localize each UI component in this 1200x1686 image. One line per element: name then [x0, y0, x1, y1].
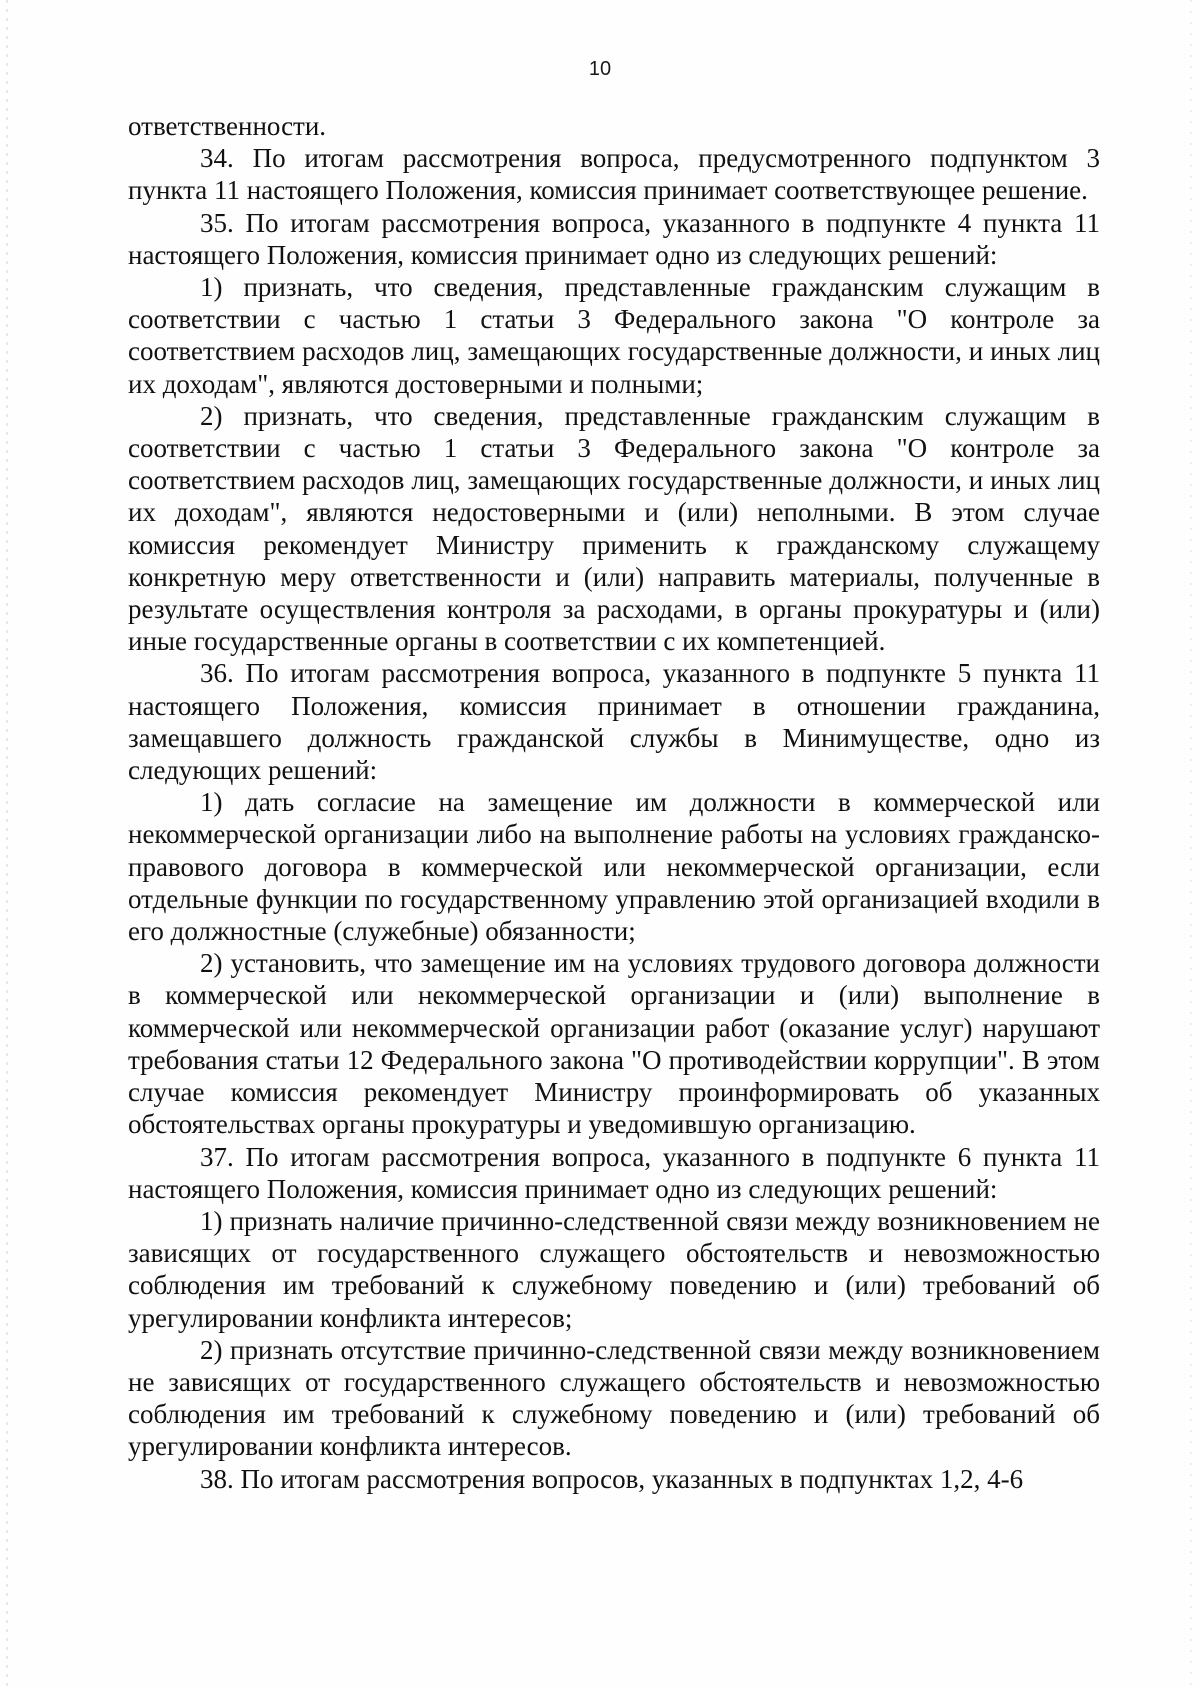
- paragraph-36-item-1: 1) дать согласие на замещение им должности в коммерческой или некоммерческой организации либо на выполнение работы на условиях гражданско-правового договора в коммерческой или некоммерческой организации, если отдельные функции по государственному управлению этой организацией входили в его должностные (служебные) обязанности;: [128, 787, 1100, 947]
- paragraph-36: 36. По итогам рассмотрения вопроса, указанного в подпункте 5 пункта 11 настоящего Положения, комиссия принимает в отношении гражданина, замещавшего должность гражданской службы в Минимуществе, одно из следующих решений:: [128, 658, 1100, 786]
- paragraph-37: 37. По итогам рассмотрения вопроса, указанного в подпункте 6 пункта 11 настоящего Положения, комиссия принимает одно из следующих решений:: [128, 1141, 1100, 1204]
- paragraph-35-item-2: 2) признать, что сведения, представленные гражданским служащим в соответствии с частью 1 статьи 3 Федерального закона "О контроле за соответствием расходов лиц, замещающих государственные должности, и иных лиц их доходам", являются недостоверными и (или) неполными. В этом случае комиссия рекомендует Министру применить к гражданскому служащему конкретную меру ответственности и (или) направить материалы, полученные в результате осуществления контроля за расходами, в органы прокуратуры и (или) иные государственные органы в соответствии с их компетенцией.: [128, 400, 1100, 657]
- paragraph-35: 35. По итогам рассмотрения вопроса, указанного в подпункте 4 пункта 11 настоящего Положения, комиссия принимает одно из следующих решений:: [128, 207, 1100, 270]
- paragraph-36-item-2: 2) установить, что замещение им на условиях трудового договора должности в коммерческой или некоммерческой организации и (или) выполнение в коммерческой или некоммерческой организации работ (оказание услуг) нарушают требования статьи 12 Федерального закона "О противодействии коррупции". В этом случае комиссия рекомендует Министру проинформировать об указанных обстоятельствах органы прокуратуры и уведомившую организацию.: [128, 948, 1100, 1140]
- scan-edge-left: [6, 0, 8, 1686]
- page-number: 10: [588, 58, 612, 80]
- paragraph-37-item-1: 1) признать наличие причинно-следственной связи между возникновением не зависящих от государственного служащего обстоятельств и невозможностью соблюдения им требований к служебному поведению и (или) требований об урегулировании конфликта интересов;: [128, 1205, 1100, 1333]
- paragraph-continuation: ответственности.: [128, 111, 327, 141]
- paragraph-37-item-2: 2) признать отсутствие причинно-следственной связи между возникновением не зависящих от государственного служащего обстоятельств и невозможностью соблюдения им требований к служебному поведению и (или) требований об урегулировании конфликта интересов.: [128, 1334, 1100, 1462]
- paragraph-34: 34. По итогам рассмотрения вопроса, предусмотренного подпунктом 3 пункта 11 настоящего Положения, комиссия принимает соответствующее решение.: [128, 143, 1100, 206]
- document-body: [128, 110, 1100, 1495]
- scan-edge-right: [1190, 0, 1192, 1686]
- paragraph-38: 38. По итогам рассмотрения вопросов, указанных в подпунктах 1,2, 4-6: [200, 1463, 1024, 1494]
- paragraph-35-item-1: 1) признать, что сведения, представленные гражданским служащим в соответствии с частью 1 статьи 3 Федерального закона "О контроле за соответствием расходов лиц, замещающих государственные должности, и иных лиц их доходам", являются достоверными и полными;: [128, 272, 1100, 399]
